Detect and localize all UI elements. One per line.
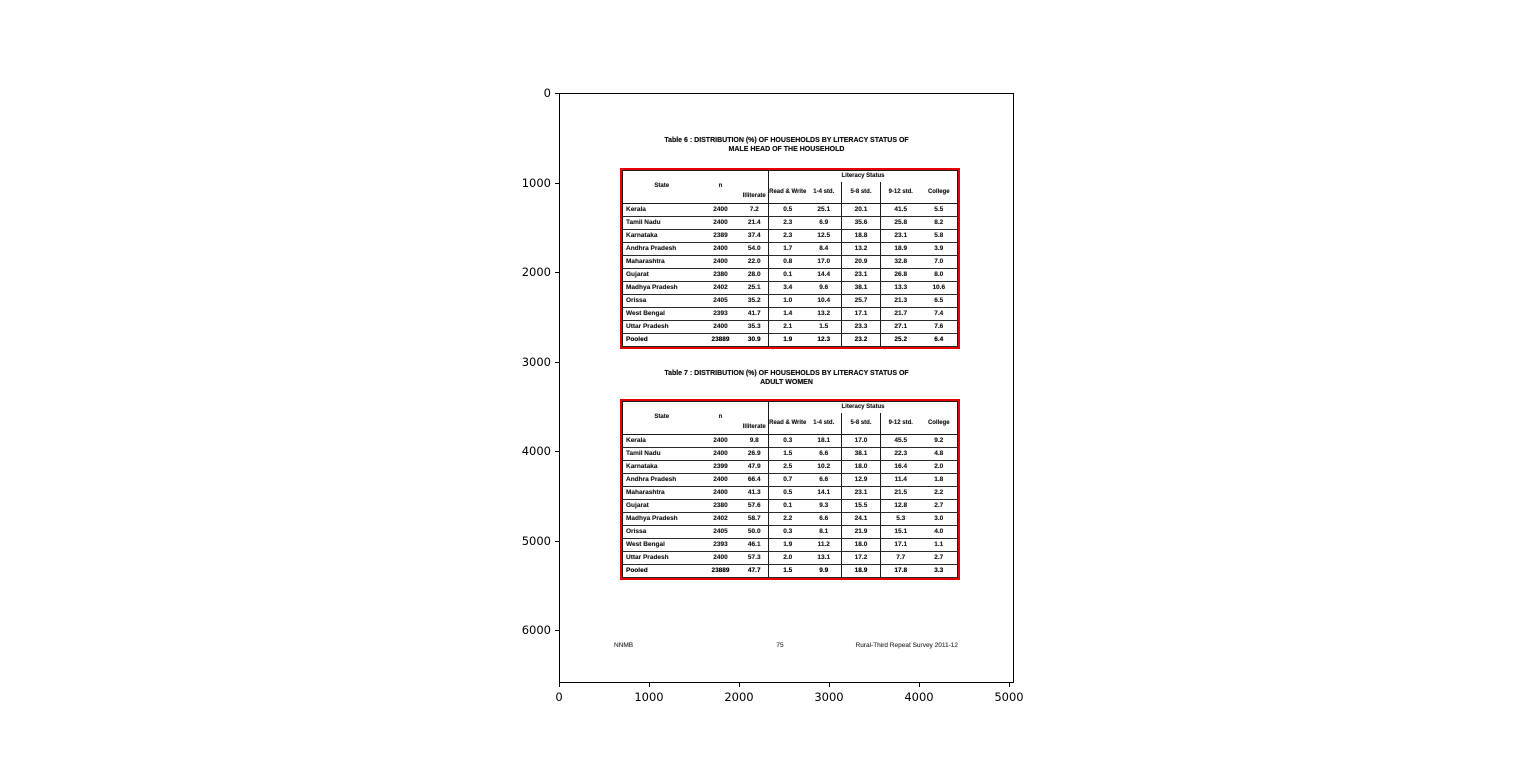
table-cell: 2.2 [921,487,958,500]
table7-red-border [620,399,960,580]
table-cell: 2380 [701,500,741,513]
table-cell: 2393 [701,539,741,552]
table-cell: 66.4 [741,474,769,487]
table-cell: 6.5 [921,295,958,308]
table-cell: 18.1 [807,435,842,448]
table6-title-line2: MALE HEAD OF THE HOUSEHOLD [728,145,845,153]
table-cell: 9.3 [807,500,842,513]
col-header-read-write: Read & Write [769,413,807,435]
table-cell: 20.9 [842,256,881,269]
table-cell: Andhra Pradesh [623,243,701,256]
table-cell: 2.3 [769,217,807,230]
table-row [623,230,958,243]
table7-title-line2: ADULT WOMEN [760,378,813,386]
table-cell: 1.5 [807,321,842,334]
table-cell: 41.3 [741,487,769,500]
table7-header [623,402,958,435]
table-cell: 25.2 [881,334,921,347]
table-header-row [623,171,958,182]
table-cell: 2.2 [769,513,807,526]
table-cell: 7.0 [921,256,958,269]
col-header-5-8-std: 5-8 std. [842,413,881,435]
table-row [623,565,958,578]
table-cell: 2400 [701,321,741,334]
x-tick-label: 3000 [814,690,844,704]
footer-page-number: 75 [776,642,784,649]
table7-title [560,370,1013,387]
y-tick-label: 0 [543,86,551,100]
table-cell: 18.9 [881,243,921,256]
table-cell: 4.0 [921,526,958,539]
table-cell: 41.7 [741,308,769,321]
table-cell: 41.5 [881,204,921,217]
table-cell: Pooled [623,334,701,347]
table-cell: 21.5 [881,487,921,500]
x-tick-mark [559,683,560,687]
table-cell: 2.7 [921,552,958,565]
col-header-9-12-std: 9-12 std. [881,413,921,435]
x-tick-mark [739,683,740,687]
table-header-row [623,402,958,413]
table-cell: 11.4 [881,474,921,487]
table-cell: 26.9 [741,448,769,461]
table-cell: 5.8 [921,230,958,243]
table-row [623,500,958,513]
table-cell: 10.6 [921,282,958,295]
table-cell: 9.6 [807,282,842,295]
table-cell: 2405 [701,295,741,308]
table-cell: 6.4 [921,334,958,347]
table-cell: 35.6 [842,217,881,230]
col-header-1-4-std: 1-4 std. [807,413,842,435]
table-cell: Andhra Pradesh [623,474,701,487]
table-cell: 2400 [701,217,741,230]
table-row [623,295,958,308]
table-cell: 57.6 [741,500,769,513]
table-cell: 23.1 [881,230,921,243]
table-cell: 1.1 [921,539,958,552]
table-cell: 17.2 [842,552,881,565]
table-row [623,461,958,474]
x-tick-label: 4000 [904,690,934,704]
table-cell: Gujarat [623,269,701,282]
table-cell: 30.9 [741,334,769,347]
table-cell: 2.3 [769,230,807,243]
table-cell: 18.9 [842,565,881,578]
col-header-n: n [701,171,741,204]
table-cell: 25.8 [881,217,921,230]
x-tick-mark [649,683,650,687]
table-cell: 1.7 [769,243,807,256]
table-cell: Madhya Pradesh [623,282,701,295]
table-cell: 57.3 [741,552,769,565]
table-cell: 5.3 [881,513,921,526]
table-cell: 35.2 [741,295,769,308]
table-cell: Orissa [623,295,701,308]
table-cell: 2400 [701,552,741,565]
table-cell: 5.5 [921,204,958,217]
col-header-1-4-std: 1-4 std. [807,182,842,204]
table-cell: 23.2 [842,334,881,347]
col-header-state: State [623,171,701,204]
table-cell: 7.2 [741,204,769,217]
table-cell: 21.4 [741,217,769,230]
group-header-literacy-status: Literacy Status [769,171,958,182]
table-cell: 7.6 [921,321,958,334]
table-row [623,334,958,347]
table-cell: 7.4 [921,308,958,321]
table-cell: 2400 [701,474,741,487]
table-cell: 2.0 [769,552,807,565]
table-cell: 2.7 [921,500,958,513]
table-cell: 0.7 [769,474,807,487]
x-tick-label: 2000 [724,690,754,704]
table-cell: 13.1 [807,552,842,565]
table-cell: 1.9 [769,334,807,347]
table-cell: 2400 [701,204,741,217]
table-cell: Gujarat [623,500,701,513]
table-cell: 8.0 [921,269,958,282]
table-cell: 18.8 [842,230,881,243]
table-cell: 1.0 [769,295,807,308]
table-cell: 1.5 [769,448,807,461]
table-cell: 50.0 [741,526,769,539]
table-row [623,539,958,552]
table-cell: 18.0 [842,461,881,474]
table-cell: 21.7 [881,308,921,321]
table-cell: 15.1 [881,526,921,539]
table-cell: 16.4 [881,461,921,474]
y-tick-label: 6000 [521,623,551,637]
table-cell: 26.8 [881,269,921,282]
scanned-document-page [560,94,1013,682]
table-row [623,448,958,461]
table-cell: 32.8 [881,256,921,269]
col-header-read-write: Read & Write [769,182,807,204]
x-tick-label: 1000 [634,690,664,704]
table-cell: 12.9 [842,474,881,487]
table-row [623,513,958,526]
table-cell: 1.5 [769,565,807,578]
table-cell: 2400 [701,487,741,500]
table-row [623,474,958,487]
table6-body [623,204,958,347]
table-cell: 1.9 [769,539,807,552]
table-cell: 0.1 [769,269,807,282]
table7-title-line1: Table 7 : DISTRIBUTION (%) OF HOUSEHOLDS BY LITERACY STATUS OF [664,370,909,377]
x-tick-label: 5000 [994,690,1024,704]
table-cell: 2.0 [921,461,958,474]
table-cell: Uttar Pradesh [623,552,701,565]
table-cell: 20.1 [842,204,881,217]
table-row [623,308,958,321]
y-tick-label: 4000 [521,444,551,458]
table-cell: Tamil Nadu [623,217,701,230]
table-cell: 47.7 [741,565,769,578]
table-cell: West Bengal [623,308,701,321]
table-cell: 21.9 [842,526,881,539]
table-cell: 3.9 [921,243,958,256]
table-cell: 8.4 [807,243,842,256]
x-tick-mark [919,683,920,687]
table-cell: 22.3 [881,448,921,461]
table-cell: 17.0 [807,256,842,269]
table-row [623,217,958,230]
table-cell: 2402 [701,282,741,295]
col-header-n: n [701,402,741,435]
table-cell: 2400 [701,256,741,269]
table-cell: 9.8 [741,435,769,448]
table-cell: 14.1 [807,487,842,500]
col-header-college: College [921,413,958,435]
table-cell: 6.9 [807,217,842,230]
table-cell: 58.7 [741,513,769,526]
table-cell: 0.8 [769,256,807,269]
table-cell: 46.1 [741,539,769,552]
table-cell: 2389 [701,230,741,243]
footer-survey-label: Rural-Third Repeat Survey 2011-12 [855,642,958,649]
table-row [623,269,958,282]
table-cell: 23889 [701,334,741,347]
table-cell: Maharashtra [623,487,701,500]
group-header-literacy-status: Literacy Status [769,402,958,413]
table-cell: 54.0 [741,243,769,256]
table7-literacy-adult-women [622,401,958,578]
table-cell: 17.8 [881,565,921,578]
table-cell: 4.8 [921,448,958,461]
table-cell: 9.2 [921,435,958,448]
page-footer [560,642,1013,652]
table-cell: 23889 [701,565,741,578]
col-header-5-8-std: 5-8 std. [842,182,881,204]
table-cell: 13.3 [881,282,921,295]
x-tick-mark [829,683,830,687]
table-row [623,321,958,334]
table-cell: 24.1 [842,513,881,526]
table-cell: Tamil Nadu [623,448,701,461]
table-cell: West Bengal [623,539,701,552]
table-cell: 6.6 [807,448,842,461]
table-cell: 2402 [701,513,741,526]
table-cell: 23.1 [842,269,881,282]
table-cell: 47.9 [741,461,769,474]
col-header-state: State [623,402,701,435]
table-cell: 1.8 [921,474,958,487]
table-row [623,256,958,269]
table-cell: 11.2 [807,539,842,552]
table-cell: Kerala [623,204,701,217]
table-cell: 0.5 [769,487,807,500]
table-cell: Orissa [623,526,701,539]
table-cell: Kerala [623,435,701,448]
table-cell: 3.4 [769,282,807,295]
table-cell: 2.5 [769,461,807,474]
table-cell: 0.3 [769,435,807,448]
table-cell: 6.6 [807,474,842,487]
table-cell: 2380 [701,269,741,282]
table-cell: Maharashtra [623,256,701,269]
table-cell: 1.4 [769,308,807,321]
y-tick-label: 3000 [521,354,551,369]
table-cell: 2399 [701,461,741,474]
table-cell: 10.2 [807,461,842,474]
table-row [623,487,958,500]
table-cell: Karnataka [623,461,701,474]
table-cell: 3.0 [921,513,958,526]
table-cell: 0.3 [769,526,807,539]
table-cell: 10.4 [807,295,842,308]
table6-header [623,171,958,204]
y-tick-label: 5000 [521,533,551,548]
table-cell: 38.1 [842,282,881,295]
table-cell: 13.2 [842,243,881,256]
table-cell: 17.0 [842,435,881,448]
table-cell: 27.1 [881,321,921,334]
table-cell: 2400 [701,243,741,256]
table-cell: 38.1 [842,448,881,461]
table-row [623,204,958,217]
col-header-college: College [921,182,958,204]
table-row [623,552,958,565]
x-tick-label: 0 [555,690,563,704]
table-cell: 23.3 [842,321,881,334]
table-cell: 7.7 [881,552,921,565]
table-cell: Pooled [623,565,701,578]
col-header-illiterate: Illiterate [741,171,769,204]
table-row [623,282,958,295]
y-tick-label: 2000 [521,265,551,279]
y-tick-label: 1000 [521,175,551,190]
table-cell: 12.3 [807,334,842,347]
table-row [623,243,958,256]
table6-title [560,137,1013,154]
table-cell: 8.2 [921,217,958,230]
table-cell: 8.1 [807,526,842,539]
table-cell: Karnataka [623,230,701,243]
table-cell: 2400 [701,448,741,461]
table-cell: 21.3 [881,295,921,308]
table-cell: Uttar Pradesh [623,321,701,334]
table-cell: 22.0 [741,256,769,269]
table-cell: 25.1 [741,282,769,295]
table-cell: 23.1 [842,487,881,500]
table6-title-line1: Table 6 : DISTRIBUTION (%) OF HOUSEHOLDS BY LITERACY STATUS OF [664,137,909,144]
col-header-9-12-std: 9-12 std. [881,182,921,204]
table-cell: 28.0 [741,269,769,282]
table-cell: 2400 [701,435,741,448]
table-cell: 0.5 [769,204,807,217]
table-cell: 35.3 [741,321,769,334]
table-cell: 12.8 [881,500,921,513]
table-cell: 45.5 [881,435,921,448]
table7-body [623,435,958,578]
table-cell: 9.9 [807,565,842,578]
table-row [623,435,958,448]
table-cell: 25.1 [807,204,842,217]
table-cell: Madhya Pradesh [623,513,701,526]
table-cell: 2405 [701,526,741,539]
table6-red-border [620,168,960,349]
x-tick-mark [1009,683,1010,687]
table-cell: 37.4 [741,230,769,243]
table-cell: 17.1 [842,308,881,321]
plot-axes [559,93,1014,683]
table6-literacy-male-head [622,170,958,347]
table-cell: 14.4 [807,269,842,282]
table-cell: 12.5 [807,230,842,243]
col-header-illiterate: Illiterate [741,402,769,435]
table-cell: 13.2 [807,308,842,321]
table-cell: 2.1 [769,321,807,334]
table-cell: 17.1 [881,539,921,552]
footer-org-label: NNMB [614,642,634,649]
table-cell: 3.3 [921,565,958,578]
table-cell: 15.5 [842,500,881,513]
table-cell: 6.6 [807,513,842,526]
table-cell: 25.7 [842,295,881,308]
table-cell: 0.1 [769,500,807,513]
table-cell: 18.0 [842,539,881,552]
table-row [623,526,958,539]
table-cell: 2393 [701,308,741,321]
